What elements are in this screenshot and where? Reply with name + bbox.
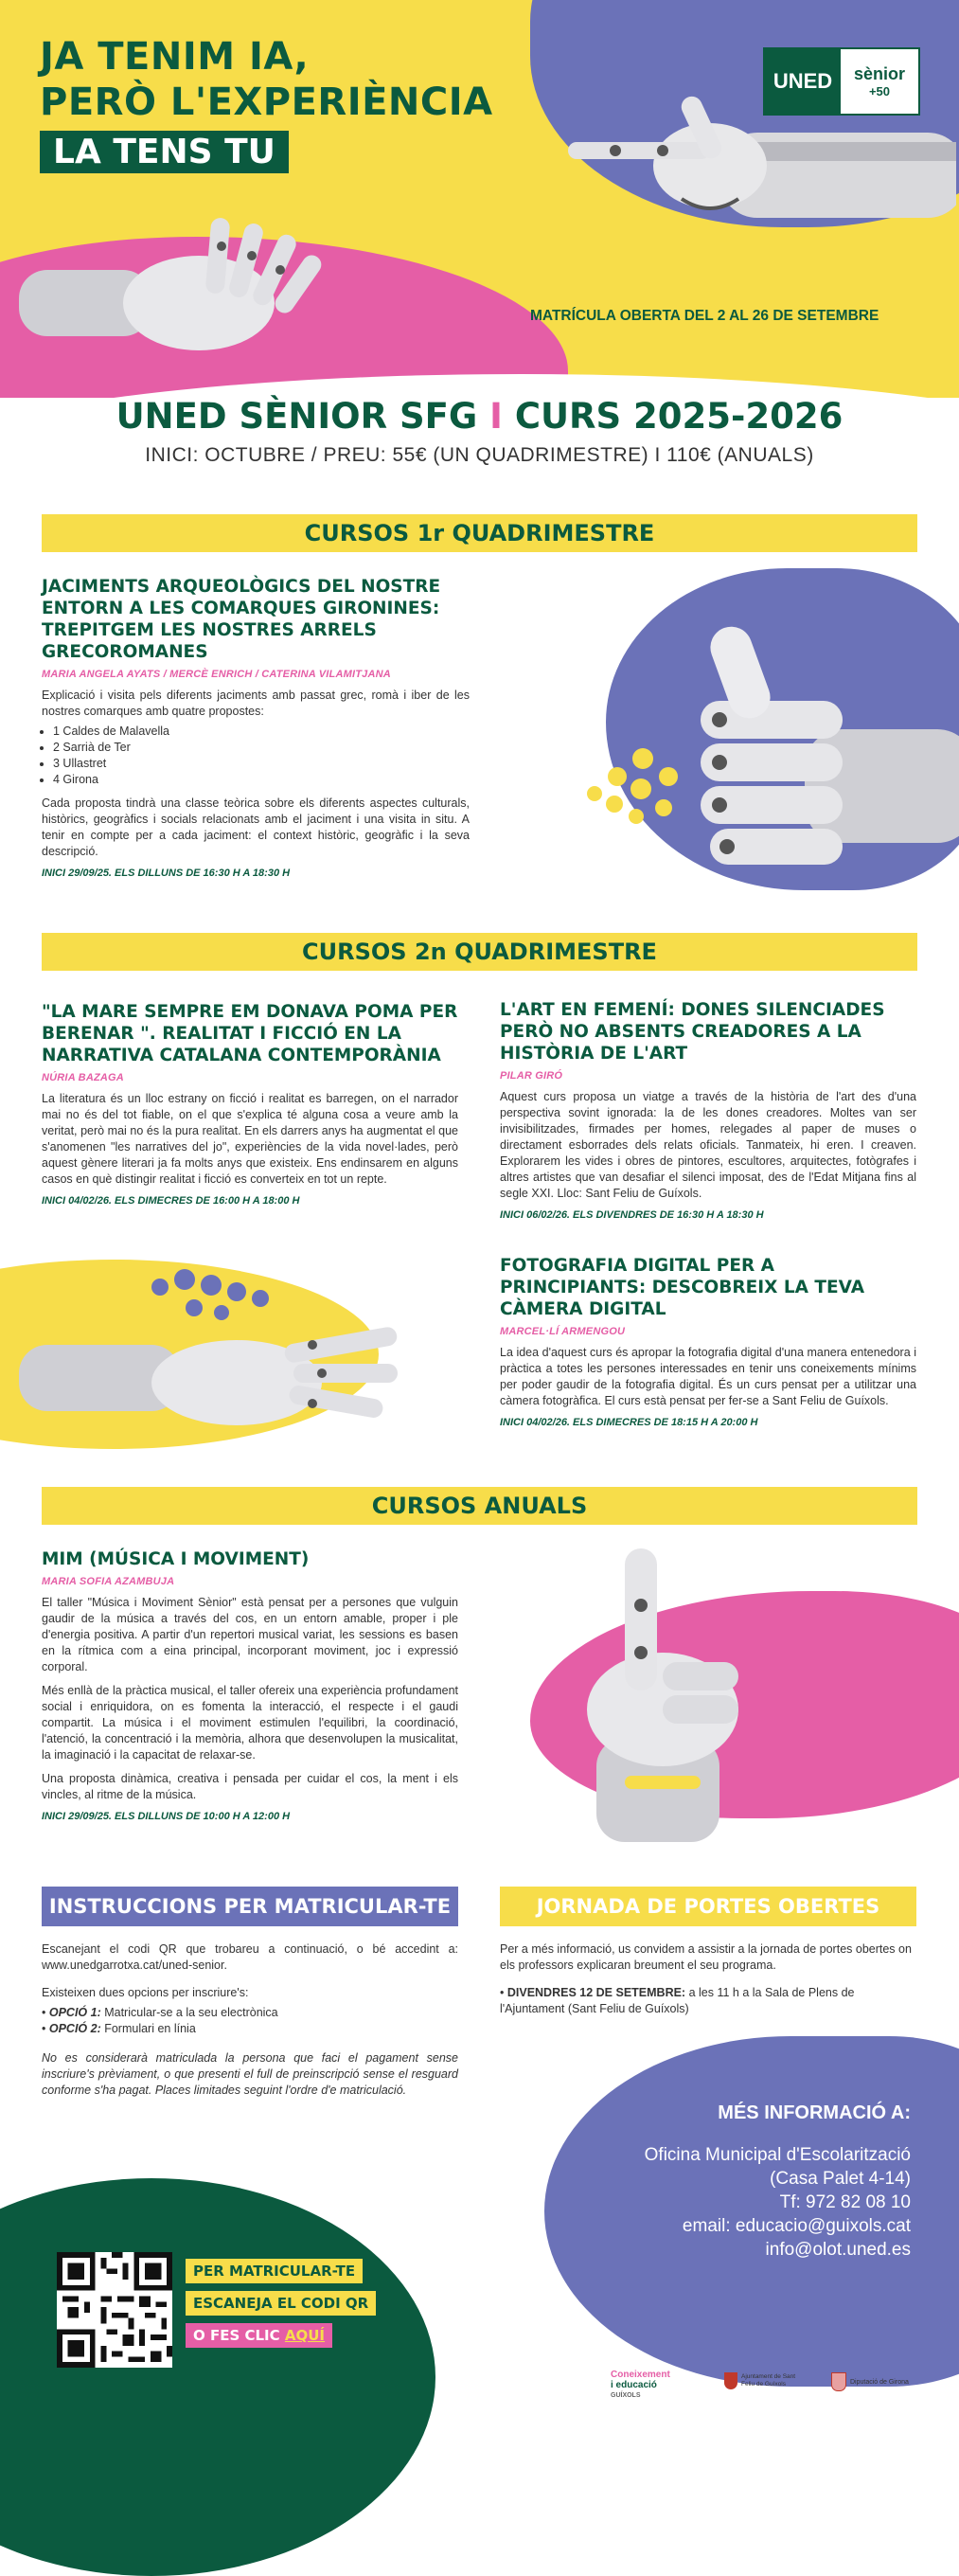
info-office: Oficina Municipal d'Escolarització: [644, 2145, 911, 2165]
course-date: INICI 06/02/26. ELS DIVENDRES DE 16:30 H A 18:30 H: [500, 1209, 764, 1221]
cta-click: [186, 2323, 332, 2348]
course-description: Més enllà de la pràctica musical, el taller ofereix una experiència profundament social i enriquidora, on es fomenta la interacció, el respecte i el gaudi compartit. La música i el moviment estimulen l'equilibri, la coordinació, l'atenció, la concentració i la memòria, alhora que desenvolupen la musicalitat, la imaginació i la capacitat de relaxar-se.: [42, 1684, 458, 1762]
cta-click-link[interactable]: AQUÍ: [284, 2327, 326, 2344]
option-2: • OPCIÓ 2: Formulari en línia: [42, 2022, 196, 2035]
option-1: • OPCIÓ 1: Matricular-se a la seu electrònica: [42, 2006, 278, 2019]
uned-logo: [763, 47, 920, 116]
course-card-mim: [42, 1548, 458, 1822]
main-title-separator: I: [489, 396, 503, 437]
instructions-p1: Escanejant el codi QR que trobareu a continuació, o bé accedint a: www.unedgarrotxa.cat/uned-senior.: [42, 1942, 458, 1972]
info-email[interactable]: email: educacio@guixols.cat: [682, 2216, 911, 2236]
course-card-fotografia: [500, 1255, 916, 1428]
course-description: La literatura és un lloc estrany on ficció i realitat es barregen, on el narrador mai no és del tot fiable, on el que s'explica té alguna cosa a veure amb la veritat, però mai no és la pura realitat. En els darrers anys ha augmentat el que s'anomenen "les narratives del jo", experiències de la vida novel·lades, però aquest gènere literari ja fa molts anys que existeix. Ens endinsarem en alguns casos en què distingir realitat i ficció es converteix en tot un repte.: [42, 1092, 458, 1186]
course-description: Cada proposta tindrà una classe teòrica sobre els diferents aspectes culturals, històrics, geogràfics i socials relacionats amb el jaciment i una visita in situ. A tenir en compte per a cada jaciment: el context històric, geogràfic i la seva descripció.: [42, 796, 470, 858]
robot-hand-open-icon: [19, 1316, 417, 1449]
course-card-art-femeni: [500, 999, 916, 1221]
main-title-part2: CURS 2025-2026: [514, 396, 844, 437]
info-email-uned[interactable]: info@olot.uned.es: [765, 2240, 911, 2260]
instructions-header: INSTRUCCIONS PER MATRICULAR-TE: [42, 1887, 458, 1926]
cta-click-label: O FES CLIC: [193, 2327, 280, 2344]
option-1-label: OPCIÓ 1:: [48, 2006, 101, 2019]
list-item: • 3 Ullastret: [53, 756, 470, 772]
course-author: MARCEL·LÍ ARMENGOU: [500, 1326, 626, 1337]
open-day-p1: Per a més informació, us convidem a assistir a la jornada de portes obertes on els professors explicaran breument el seu programa.: [500, 1942, 912, 1972]
course-title: FOTOGRAFIA DIGITAL PER A PRINCIPIANTS: DESCOBREIX LA TEVA CÀMERA DIGITAL: [500, 1256, 865, 1319]
course-description: Aquest curs proposa un viatge a través de la història de l'art des d'una perspectiva sovint ignorada: la de les dones creadores. Moltes van ser invisibilitzades, firmades per homes, relegades al paper de muses o directament esborrades dels relats oficials. Tanmateix, hi eren. I creaven. Explorarem les vides i obres de pintores, escultores, arquitectes, fotògrafes i altres artistes que van desafiar el silenci imposat, des de l'Edat Mitjana fins al segle XXI. Lloc: Sant Feliu de Guíxols.: [500, 1090, 916, 1200]
main-subtitle: INICI: OCTUBRE / PREU: 55€ (UN QUADRIMESTRE) I 110€ (ANUALS): [145, 444, 814, 466]
senior-logo-plus: +50: [868, 84, 891, 98]
course-title: L'ART EN FEMENÍ: DONES SILENCIADES PERÒ NO ABSENTS CREADORES A LA HISTÒRIA DE L'ART: [500, 1000, 885, 1064]
logo-coneixement-c: GUÍXOLS: [611, 2392, 641, 2399]
header-title-line2: PERÒ L'EXPERIÈNCIA: [40, 80, 493, 124]
instructions-p2: Existeixen dues opcions per inscriure's:: [42, 1986, 249, 1999]
info-header: MÉS INFORMACIÓ A:: [718, 2102, 911, 2123]
option-1-text: Matricular-se a la seu electrònica: [104, 2006, 278, 2019]
option-2-label: OPCIÓ 2:: [48, 2022, 101, 2035]
info-phone: Tf: 972 82 08 10: [779, 2192, 911, 2212]
senior-logo-text: sènior: [853, 64, 906, 83]
logo-coneixement-b: i educació: [611, 2380, 657, 2390]
course-card-jaciments: [42, 576, 470, 879]
robot-thumbs-up-icon: [663, 616, 959, 881]
instructions-body: [42, 1941, 458, 2099]
logo-diputacio-text: Diputació de Girona: [850, 2378, 909, 2386]
enrollment-dates: MATRÍCULA OBERTA DEL 2 AL 26 DE SETEMBRE: [530, 308, 879, 324]
course-author: PILAR GIRÓ: [500, 1070, 563, 1082]
logo-ajuntament-text: Ajuntament de Sant Feliu de Guíxols: [741, 2373, 796, 2388]
course-title: MIM (MÚSICA I MOVIMENT): [42, 1549, 310, 1569]
header-title-box: LA TENS TU: [40, 131, 289, 173]
logo-coneixement-a: Coneixement: [611, 2370, 670, 2380]
list-item: • 2 Sarrià de Ter: [53, 740, 470, 756]
diputacio-shield-icon: [831, 2372, 846, 2391]
option-2-text: Formulari en línia: [104, 2022, 196, 2035]
course-title: "LA MARE SEMPRE EM DONAVA POMA PER BERENAR ". REALITAT I FICCIÓ EN LA NARRATIVA CATALANA CONTEMPORÀNIA: [42, 1002, 458, 1065]
ajuntament-shield-icon: [724, 2372, 737, 2389]
list-item: • 4 Girona: [53, 772, 470, 788]
course-description: La idea d'aquest curs és apropar la fotografia digital d'una manera entenedora i pràctica a totes les persones interessades en tenir uns coneixements mínims per poder gaudir de la fotografia digital. És un curs pensat per a utilitzar una càmera fotogràfica. El curs està pensat per fer-se a Sant Feliu de Guíxols.: [500, 1346, 916, 1407]
list-item: • 1 Caldes de Malavella: [53, 724, 470, 740]
course-author: NÚRIA BAZAGA: [42, 1072, 124, 1083]
qr-code[interactable]: [57, 2252, 172, 2368]
section-q1-bar: CURSOS 1r QUADRIMESTRE: [42, 514, 917, 552]
uned-logo-mark: UNED: [765, 49, 841, 114]
info-address: (Casa Palet 4-14): [770, 2169, 911, 2189]
course-date: INICI 29/09/25. ELS DILLUNS DE 10:00 H A 12:00 H: [42, 1811, 291, 1822]
cta-block: [186, 2259, 376, 2348]
course-author: MARIA SOFIA AZAMBUJA: [42, 1576, 175, 1587]
course-author: MARIA ANGELA AYATS / MERCÈ ENRICH / CATERINA VILAMITJANA: [42, 669, 391, 680]
open-day-header: JORNADA DE PORTES OBERTES: [500, 1887, 916, 1926]
course-card-narrativa: [42, 1001, 458, 1207]
cta-green-blob: [0, 2178, 435, 2576]
logo-diputacio: [831, 2372, 909, 2391]
course-description: Una proposta dinàmica, creativa i pensada per cuidar el cos, la ment i els vincles, al ritme de la música.: [42, 1772, 458, 1801]
course-date: INICI 29/09/25. ELS DILLUNS DE 16:30 H A 18:30 H: [42, 868, 291, 879]
course-sites-list: [42, 724, 470, 788]
logo-coneixement: [611, 2370, 670, 2401]
course-title: JACIMENTS ARQUEOLÒGICS DEL NOSTRE ENTORN A LES COMARQUES GIRONINES: TREPITGEM LES NOSTRES ARRELS GRECOROMANES: [42, 577, 441, 662]
course-description: El taller "Música i Moviment Sènior" està pensat per a persones que vulguin gaudir de la música a través del cos, en un entorn amable, proper i ple d'energia positiva. A partir d'un repertori musical variat, les sessions es basen en la rítmica com a eina principal, incorporant moviment, joc i expressió corporal.: [42, 1596, 458, 1673]
course-date: INICI 04/02/26. ELS DIMECRES DE 16:00 H A 18:00 H: [42, 1195, 300, 1207]
logo-ajuntament: [724, 2372, 800, 2389]
open-day-date-label: DIVENDRES 12 DE SETEMBRE:: [506, 1986, 686, 1999]
cta-enroll: PER MATRICULAR-TE: [186, 2259, 363, 2283]
course-date: INICI 04/02/26. ELS DIMECRES DE 18:15 H A 20:00 H: [500, 1417, 758, 1428]
open-day-body: Per a més informació, us convidem a assistir a la jornada de portes obertes on els professors explicaran breument el seu programa. • DIVENDRES 12 DE SETEMBRE: a les 11 h a la Sala de Plens de l'Ajuntament (Sant Feliu de Guíxols): [500, 1941, 916, 2017]
header-title-line1: JA TENIM IA,: [40, 35, 310, 79]
open-day-date-text: a les 11 h a la Sala de Plens de l'Ajuntament (Sant Feliu de Guíxols): [500, 1986, 855, 2015]
course-intro: Explicació i visita pels diferents jaciments amb passat grec, romà i iber de les nostres comarques amb quatre propostes:: [42, 689, 470, 718]
section-q2-bar: CURSOS 2n QUADRIMESTRE: [42, 933, 917, 971]
robot-hand-open-icon: [19, 213, 360, 374]
main-title-part1: UNED SÈNIOR SFG: [115, 396, 478, 437]
info-block: [568, 2102, 911, 2262]
cta-scan: ESCANEJA EL CODI QR: [186, 2291, 376, 2316]
section-annual-bar: CURSOS ANUALS: [42, 1487, 917, 1525]
robot-finger-up-icon: [568, 1539, 757, 1842]
instructions-note: No es considerarà matriculada la persona que faci el pagament sense inscriure's prèviament, o que presenti el full de preinscripció sense el resguard conforme s'ha pagat. Places limitades seguint l'ordre d'e matriculació.: [42, 2051, 458, 2097]
